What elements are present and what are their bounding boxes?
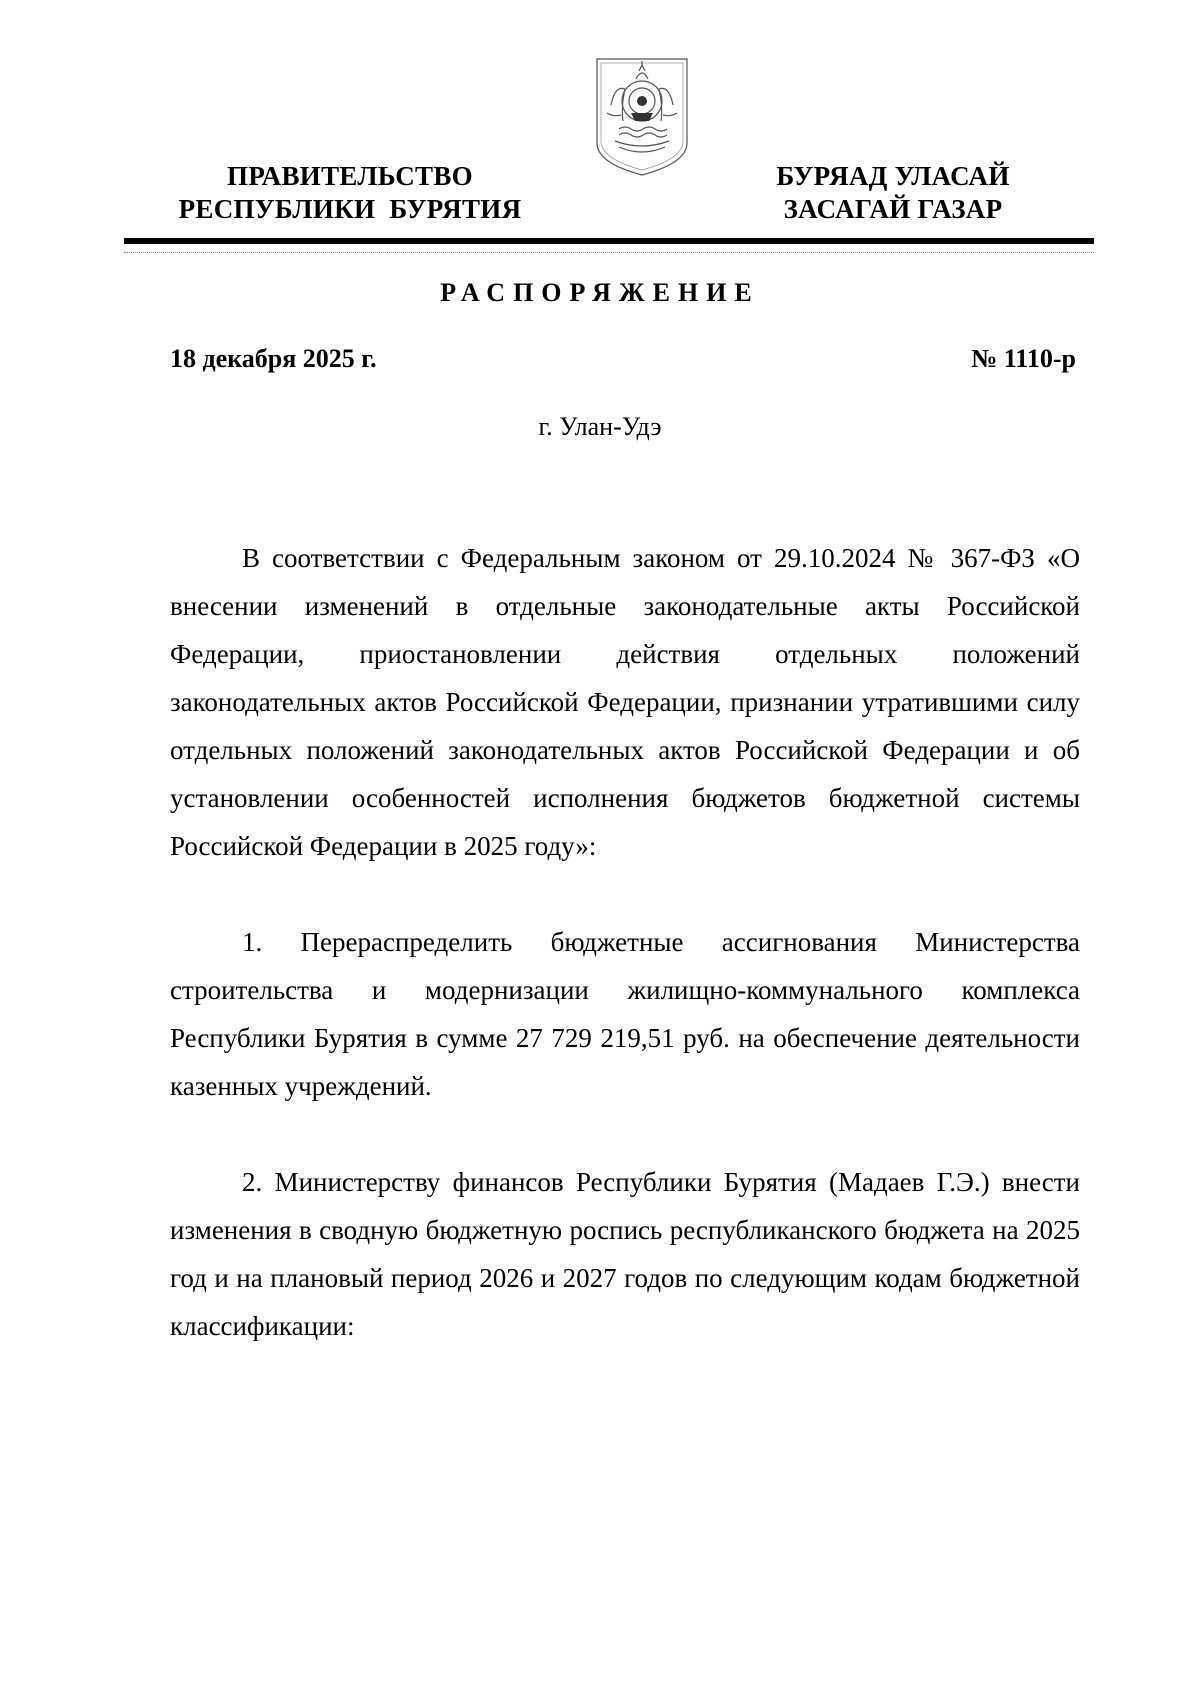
item-2-paragraph: 2. Министерству финансов Республики Бурятия (Мадаев Г.Э.) внести изменения в сводную бюджетную роспись республиканского бюджета на 2025 год и на плановый период 2026 и 2027 годов по следующим кодам бюджетной классификации: xyxy=(170,1167,1080,1341)
header-divider-thick xyxy=(124,238,1094,244)
document-type-title: РАСПОРЯЖЕНИЕ xyxy=(440,278,760,307)
document-place: г. Улан-Удэ xyxy=(538,412,662,441)
document-date: 18 декабря 2025 г. xyxy=(170,344,377,373)
document-number: № 1110-р xyxy=(971,344,1076,373)
org-name-russian-line-1: ПРАВИТЕЛЬСТВО xyxy=(227,161,473,191)
preamble-paragraph: В соответствии с Федеральным законом от 29.10.2024 № 367-ФЗ «О внесении изменений в отдельные законодательные акты Российской Федерации, приостановлении действия отдельных положений законодательных актов Российской Федерации, признании утратившими силу отдельных положений законодательных актов Российской Федерации и об установлении особенностей исполнения бюджетов бюджетной системы Российской Федерации в 2025 году»: xyxy=(170,543,1080,861)
org-name-buryat xyxy=(728,160,1058,226)
item-1-paragraph: 1. Перераспределить бюджетные ассигнования Министерства строительства и модернизации жилищно-коммунального комплекса Республики Бурятия в сумме 27 729 219,51 руб. на обеспечение деятельности казенных учреждений. xyxy=(170,927,1080,1101)
org-name-buryat-line-1: БУРЯАД УЛАСАЙ xyxy=(776,161,1010,191)
document-body xyxy=(170,534,1080,1350)
header-divider-thin xyxy=(124,252,1094,253)
org-name-buryat-line-2: ЗАСАГАЙ ГАЗАР xyxy=(783,194,1003,224)
coat-of-arms-icon xyxy=(593,55,691,177)
org-name-russian-line-2: РЕСПУБЛИКИ БУРЯТИЯ xyxy=(178,194,522,224)
org-name-russian xyxy=(150,160,550,226)
